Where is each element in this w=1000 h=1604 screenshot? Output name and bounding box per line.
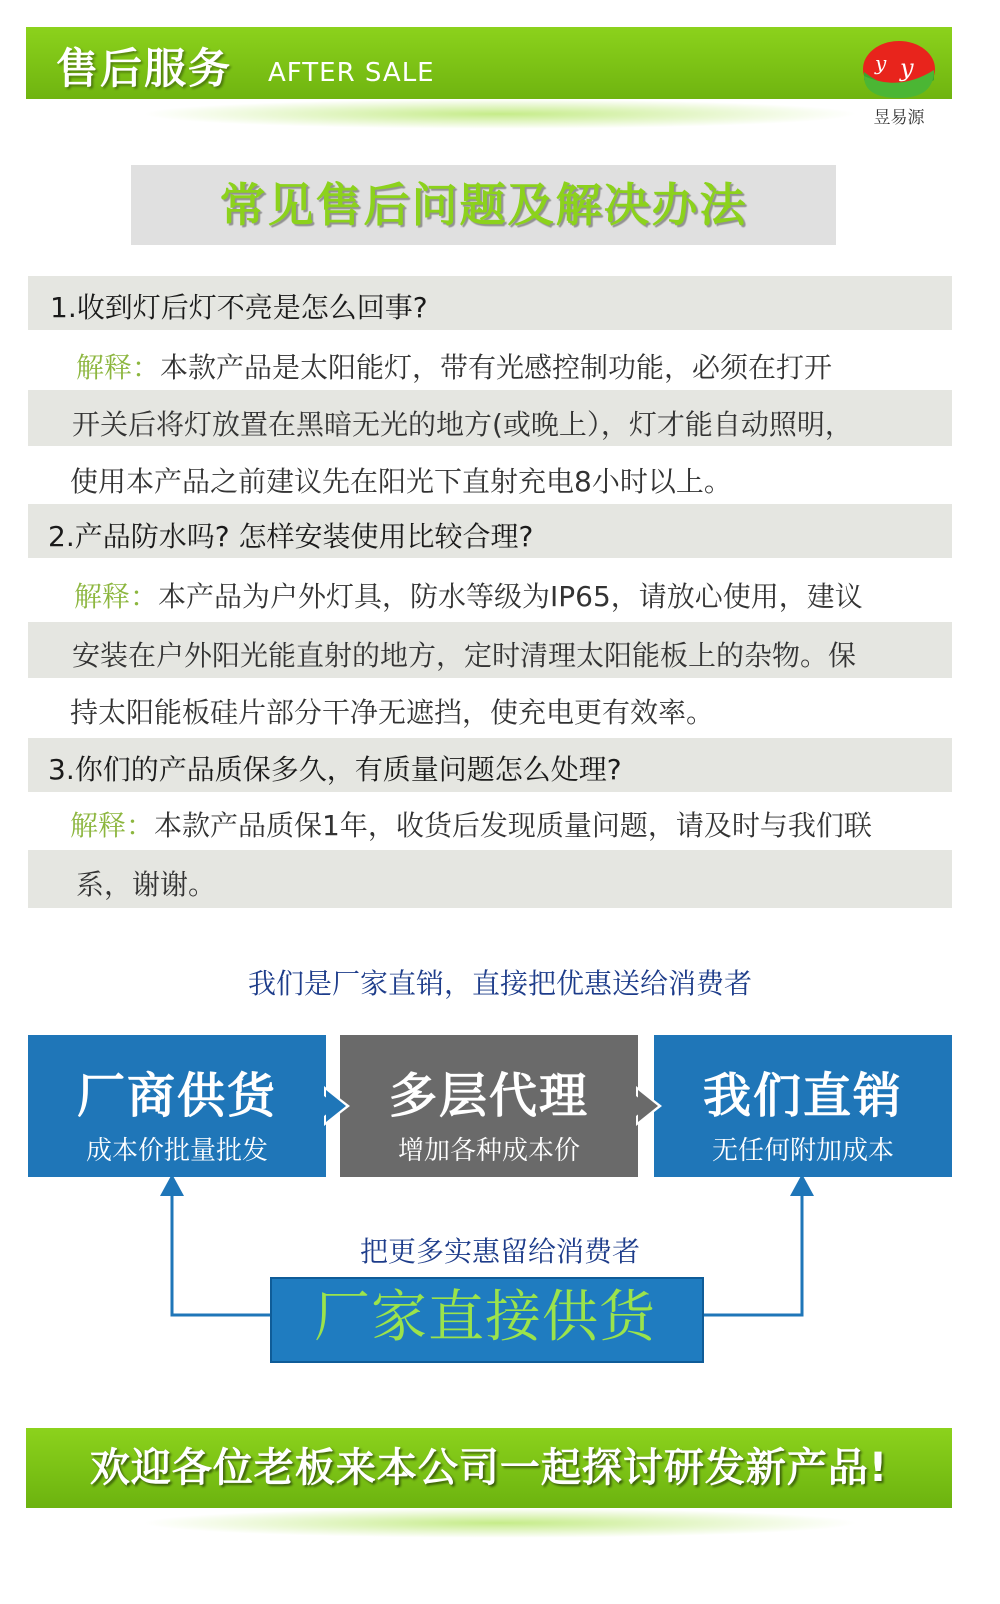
arrow-up-icon xyxy=(160,1174,184,1196)
slogan-bottom: 把更多实惠留给消费者 xyxy=(359,1235,640,1268)
box-manufacturer-subtitle: 成本价批量批发 xyxy=(85,1136,268,1166)
box-direct-sales xyxy=(654,1035,952,1177)
faq-answer-1-line-2: 开关后将灯放置在黑暗无光的地方(或晚上），灯才能自动照明， xyxy=(72,408,853,441)
box-direct-sales-title: 我们直销 xyxy=(702,1068,903,1124)
header-title: 售后服务 xyxy=(56,44,233,93)
direct-supply-text: 厂家直接供货 xyxy=(314,1285,656,1350)
faq-answer-2-line-2: 安装在户外阳光能直射的地方，定时清理太阳能板上的杂物。保 xyxy=(72,639,857,672)
faq-title: 常见售后问题及解决办法 xyxy=(219,178,748,232)
faq-answer-1-line-1: 解释：本款产品是太阳能灯，带有光感控制功能，必须在打开 xyxy=(76,351,833,384)
box-manufacturer xyxy=(28,1035,326,1177)
brand-name: 昱易源 xyxy=(873,108,925,128)
box-agents-title: 多层代理 xyxy=(388,1068,589,1124)
arrow-up-icon xyxy=(790,1174,814,1196)
faq-answer-3-line-1: 解释：本款产品质保1年，收货后发现质量问题，请及时与我们联 xyxy=(70,809,872,842)
faq-question-1: 1.收到灯后灯不亮是怎么回事? xyxy=(50,291,428,324)
answer-label: 解释： xyxy=(70,809,155,842)
chevron-right-icon xyxy=(636,1086,662,1126)
faq-answer-3-line-2: 系，谢谢。 xyxy=(76,868,217,901)
header-subtitle: AFTER SALE xyxy=(268,58,435,88)
chevron-right-icon xyxy=(324,1086,350,1126)
answer-label: 解释： xyxy=(74,580,159,613)
header-glow xyxy=(140,99,860,129)
box-manufacturer-title: 厂商供货 xyxy=(76,1068,277,1124)
faq-answer-2-line-1: 解释：本产品为户外灯具，防水等级为IP65，请放心使用，建议 xyxy=(74,580,863,613)
box-agents xyxy=(340,1035,638,1177)
brand-logo-icon xyxy=(862,40,936,98)
box-agents-subtitle: 增加各种成本价 xyxy=(397,1136,580,1166)
svg-text:y: y xyxy=(875,51,887,75)
footer-glow xyxy=(140,1508,860,1538)
answer-label: 解释： xyxy=(76,351,161,384)
footer-text: 欢迎各位老板来本公司一起探讨研发新产品! xyxy=(89,1445,889,1491)
faq-question-3: 3.你们的产品质保多久，有质量问题怎么处理? xyxy=(48,753,622,786)
faq-question-2: 2.产品防水吗? 怎样安装使用比较合理? xyxy=(48,520,534,553)
box-direct-sales-subtitle: 无任何附加成本 xyxy=(711,1136,894,1166)
slogan-top: 我们是厂家直销，直接把优惠送给消费者 xyxy=(247,967,752,1000)
faq-answer-1-line-3: 使用本产品之前建议先在阳光下直射充电8小时以上。 xyxy=(70,465,732,498)
faq-answer-2-line-3: 持太阳能板硅片部分干净无遮挡，使充电更有效率。 xyxy=(70,696,715,729)
svg-text:y: y xyxy=(900,54,914,82)
